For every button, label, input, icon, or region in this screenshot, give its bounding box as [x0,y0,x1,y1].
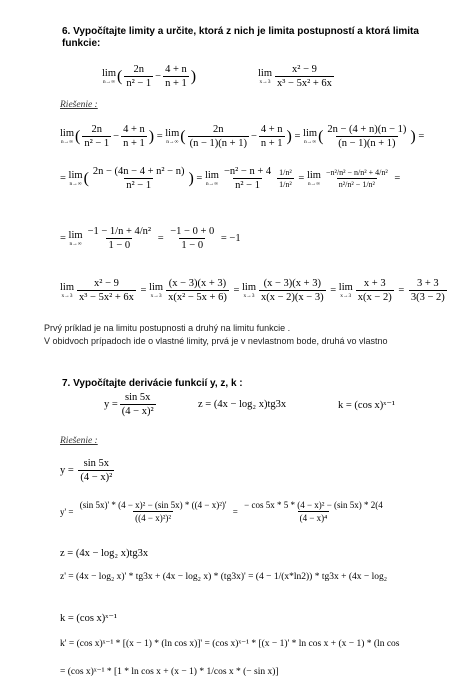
lim-operator: lim n→∞ [102,67,117,85]
task6-text2: V obidvoch prípadoch ide o vlastné limity, prvá je v nevlastnom bode, druhá vo vlastno [44,336,388,346]
task6-row1: lim n→∞ ( $\frac{2n}{\text{n² − 1}}$ − $\frac{4 + n}{n + 1}$ ) = lim n→∞ ( $\frac{2n}{(n - 1)(n + 1)}$ − $\frac{4 + n}{n + 1}$ ) = lim n→∞ ( $\frac{2n - (4 + n)(n - 1)}{(n - 1)(n + 1)}$ ) = [60,124,425,149]
task7-y-line: y = $\frac{\sin 5x}{\text{(4 − x)²}}$ [60,458,113,483]
fraction: $\frac{2n}{\text{n² − 1}}$ [126,64,152,89]
task7-kp-line: k' = (cos x)ˣ⁻¹ * [(x − 1) * (ln cos x)]' = (cos x)ˣ⁻¹ * [(x − 1)' * ln cos x + (x − 1) * (ln cos [60,639,400,649]
task7-yp-line: y' = $\frac{\text{(sin 5x)' * (4 − x)² − (sin 5x) * ((4 − x)²)'}}{\text{((4 − x)²)²}}$ = $\frac{\text{− cos 5x * 5 * (4 − x)² − (sin 5x) * 2(4}}{\text{(4 − x)⁴}}$ [60,500,383,523]
task6-lim1: lim n→∞ ( $\frac{2n}{\text{n² − 1}}$ − $\frac{4 + n}{n + 1}$ ) [102,64,197,89]
task6-row2: = lim n→∞ ( $\frac{\text{2n − (4n − 4 + n² − n)}}{\text{n² − 1}}$ ) = lim n→∞ $\frac{\text{−n² − n + 4}}{\text{n² − 1}}$ $\frac{\text{1/n²}}{\text{1/n²}}$ = lim n→∞ $\frac{\text{−n²/n² − n/n² + 4/n²}}{\text{n²/n² − 1/n²}}$ = [60,166,401,191]
task7-title: 7. Vypočítajte derivácie funkcií y, z, k : [62,378,243,389]
task6-row4: lim x→3 $\frac{\text{x² − 9}}{\text{x³ − 5x² + 6x}}$ = lim x→3 $\frac{(x - 3)(x + 3)}{\text{x(x² − 5x + 6)}}$ = lim x→3 $\frac{(x - 3)(x + 3)}{x(x - 2)(x - 3)}$ = lim x→3 $\frac{x + 3}{x(x - 2)}$ = $\frac{3 + 3}{3(3 - 2)}$ [60,278,445,303]
task7-z-line: z = (4x − log₂ x)tg3x [60,548,149,559]
task7-riesenie: Riešenie : [60,436,98,446]
task7-y-def: y = $\frac{\sin 5x}{\text{(4 − x)²}}$ [104,392,154,417]
task7-z-def: z = (4x − log₂ x)tg3x [198,399,287,410]
task7-k-last: = (cos x)ˣ⁻¹ * [1 * ln cos x + (x − 1) * 1/cos x * (− sin x)] [60,667,279,677]
task6-row3: = lim n→∞ $\frac{\text{−1 − 1/n + 4/n²}}{1 - 0}$ = $\frac{-1 - 0 + 0}{1 - 0}$ = −1 [60,226,241,251]
task6-title: 6. Vypočítajte limity a určite, ktorá z nich je limita postupností a ktorá limita funkcie: [62,26,419,49]
task7-zp-line: z' = (4x − log₂ x)' * tg3x + (4x − log₂ x) * (tg3x)' = (4 − 1/(x*ln2)) * tg3x + (4x − log₂ [60,572,388,582]
task7-k-line: k = (cos x)ˣ⁻¹ [60,613,118,624]
fraction: $\frac{4 + n}{n + 1}$ [165,64,187,89]
task6-riesenie: Riešenie : [60,100,98,110]
task7-k-def: k = (cos x)ˣ⁻¹ [338,400,396,411]
lim-operator: lim x→3 [258,67,273,85]
fraction: $\frac{\text{x² − 9}}{\text{x³ − 5x² + 6x}}$ [277,64,332,89]
task6-lim2 [258,64,336,89]
task6-text1: Prvý príklad je na limitu postupnosti a druhý na limitu funkcie . [44,323,291,333]
